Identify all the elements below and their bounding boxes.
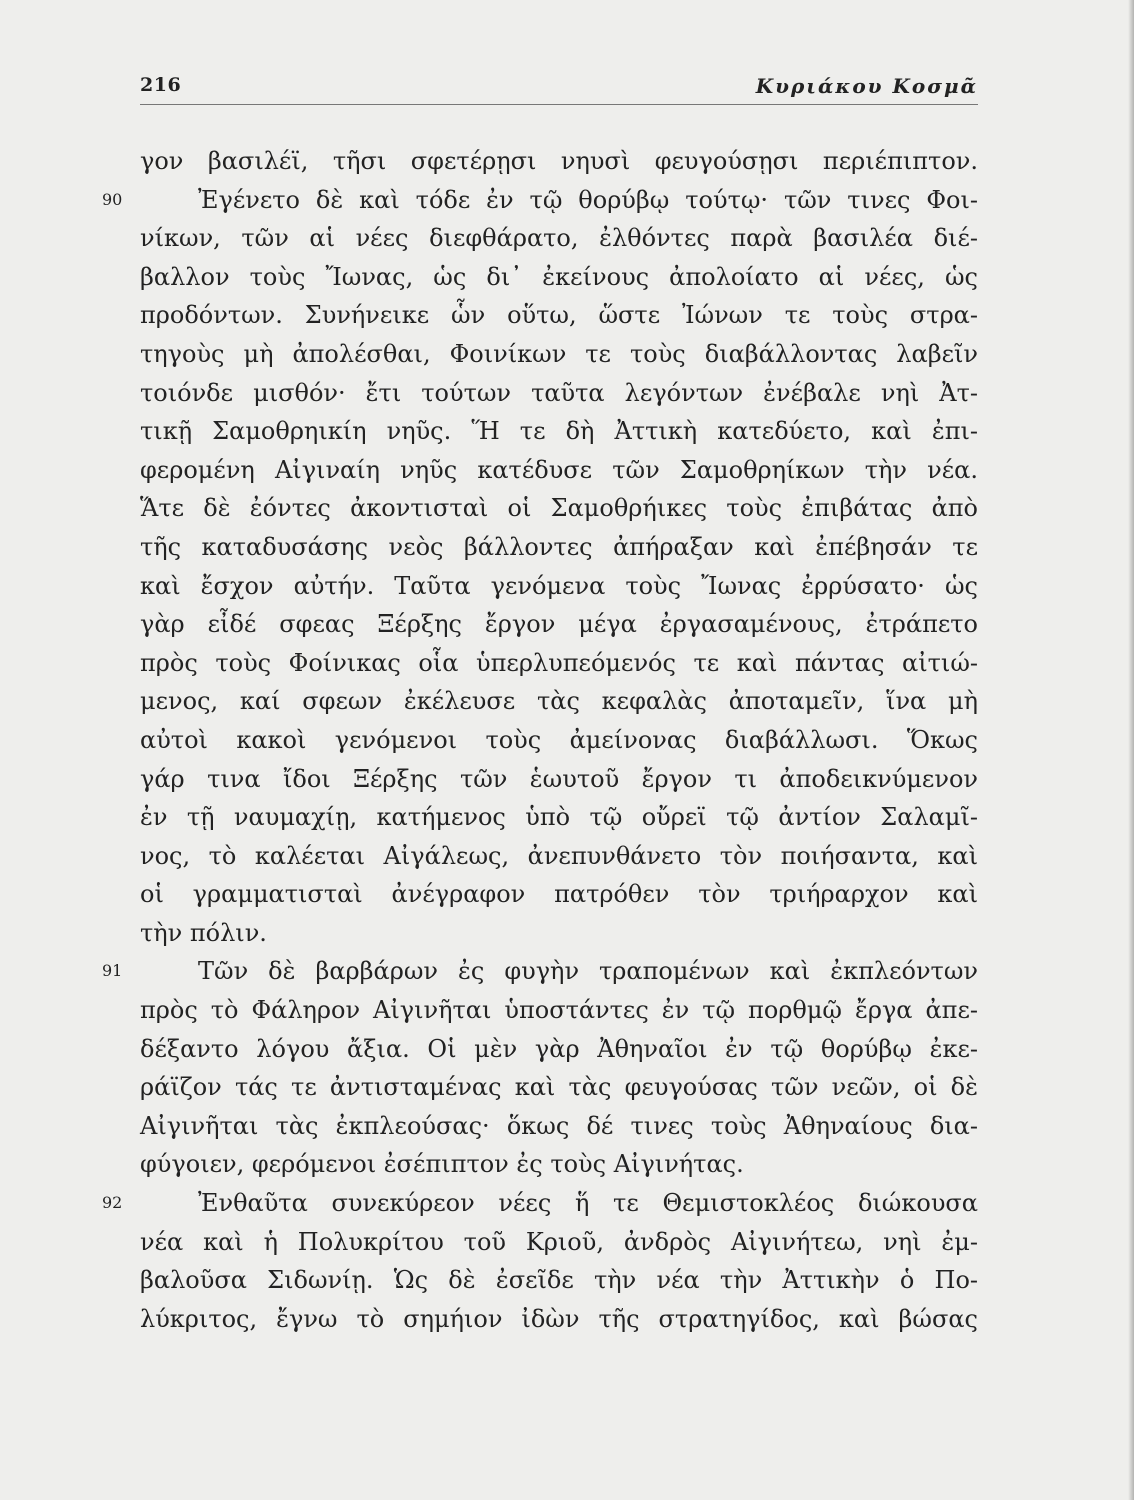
section-number: 90 xyxy=(102,189,123,209)
text-line xyxy=(140,1068,978,1107)
text-line xyxy=(140,721,978,760)
text-line xyxy=(140,451,978,490)
text-line xyxy=(140,760,978,799)
text-line xyxy=(140,1261,978,1300)
text-line xyxy=(140,1030,978,1069)
text-line xyxy=(140,1223,978,1262)
text-line xyxy=(140,875,978,914)
text-line xyxy=(140,374,978,413)
line-text: γάρ τινα ἴδοι Ξέρξης τῶν ἑωυτοῦ ἔργον τι ἀποδεικνύμενον xyxy=(140,764,978,793)
text-line xyxy=(140,219,978,258)
line-text: τοιόνδε μισθόν· ἔτι τούτων ταῦτα λεγόντων ἐνέβαλε νηὶ Ἀτ- xyxy=(140,378,978,407)
line-text: τὴν πόλιν. xyxy=(140,918,267,947)
line-text: πρὸς τοὺς Φοίνικας οἷα ὑπερλυπεόμενός τε καὶ πάντας αἰτιώ- xyxy=(140,648,978,677)
line-text: νος, τὸ καλέεται Αἰγάλεως, ἀνεπυνθάνετο τὸν ποιήσαντα, καὶ xyxy=(140,841,978,870)
line-text: τηγοὺς μὴ ἀπολέσθαι, Φοινίκων τε τοὺς διαβάλλοντας λαβεῖν xyxy=(140,339,978,368)
line-text: Τῶν δὲ βαρβάρων ἐς φυγὴν τραπομένων καὶ ἐκπλεόντων xyxy=(198,957,978,986)
line-text: μενος, καί σφεων ἐκέλευσε τὰς κεφαλὰς ἀποταμεῖν, ἵνα μὴ xyxy=(140,687,978,716)
line-text: Ἐνθαῦτα συνεκύρεον νέες ἥ τε Θεμιστοκλέος διώκουσα xyxy=(198,1189,978,1218)
line-text: ράϊζον τάς τε ἀντισταμένας καὶ τὰς φευγούσας τῶν νεῶν, οἱ δὲ xyxy=(140,1073,978,1102)
text-line xyxy=(140,798,978,837)
line-text: βαλοῦσα Σιδωνίῃ. Ὡς δὲ ἐσεῖδε τὴν νέα τὴν Ἀττικὴν ὁ Πο- xyxy=(140,1266,978,1295)
line-text: βαλλον τοὺς Ἴωνας, ὡς δι᾽ ἐκείνους ἀπολοίατο αἱ νέες, ὡς xyxy=(140,262,978,291)
text-line xyxy=(140,528,978,567)
text-line xyxy=(140,682,978,721)
line-text: φύγοιεν, φερόμενοι ἐσέπιπτον ἐς τοὺς Αἰγινήτας. xyxy=(140,1150,744,1179)
text-line xyxy=(140,489,978,528)
page-edge-shadow xyxy=(1128,0,1134,1500)
line-text: νίκων, τῶν αἱ νέες διεφθάρατο, ἐλθόντες παρὰ βασιλέα διέ- xyxy=(140,224,978,253)
line-text: τῆς καταδυσάσης νεὸς βάλλοντες ἀπήραξαν καὶ ἐπέβησάν τε xyxy=(140,532,978,561)
text-line xyxy=(140,567,978,606)
text-line xyxy=(140,296,978,335)
text-line xyxy=(102,1184,978,1223)
text-line xyxy=(140,837,978,876)
line-text: φερομένη Αἰγιναίη νηῦς κατέδυσε τῶν Σαμοθρηίκων τὴν νέα. xyxy=(140,455,978,484)
text-line xyxy=(140,335,978,374)
text-line xyxy=(140,644,978,683)
text-line xyxy=(140,142,978,181)
line-text: λύκριτος, ἔγνω τὸ σημήιον ἰδὼν τῆς στρατηγίδος, καὶ βώσας xyxy=(140,1304,978,1333)
line-text: τικῇ Σαμοθρηικίη νηῦς. Ἥ τε δὴ Ἀττικὴ κατεδύετο, καὶ ἐπι- xyxy=(140,417,978,446)
line-text: Ἅτε δὲ ἐόντες ἀκοντισταὶ οἱ Σαμοθρήικες τοὺς ἐπιβάτας ἀπὸ xyxy=(140,494,978,523)
line-text: καὶ ἔσχον αὐτήν. Ταῦτα γενόμενα τοὺς Ἴωνας ἐρρύσατο· ὡς xyxy=(140,571,978,600)
line-text: γον βασιλέϊ, τῆσι σφετέρῃσι νηυσὶ φευγούσῃσι περιέπιπτον. xyxy=(140,147,978,175)
text-line xyxy=(140,605,978,644)
section-number: 92 xyxy=(102,1193,123,1213)
line-text: οἱ γραμματισταὶ ἀνέγραφον πατρόθεν τὸν τριήραρχον καὶ xyxy=(140,880,978,909)
text-line xyxy=(140,1107,978,1146)
text-line xyxy=(140,991,978,1030)
line-text: νέα καὶ ἡ Πολυκρίτου τοῦ Κριοῦ, ἀνδρὸς Αἰγινήτεω, νηὶ ἐμ- xyxy=(140,1227,978,1256)
line-text: προδόντων. Συνήνεικε ὧν οὕτω, ὥστε Ἰώνων τε τοὺς στρα- xyxy=(140,301,978,330)
line-text: αὐτοὶ κακοὶ γενόμενοι τοὺς ἀμείνονας διαβάλλωσι. Ὅκως xyxy=(140,725,978,754)
line-text: Αἰγινῆται τὰς ἐκπλεούσας· ὅκως δέ τινες τοὺς Ἀθηναίους δια- xyxy=(140,1111,978,1140)
running-head: Κυριάκου Κοσμᾶ xyxy=(755,74,978,98)
line-text: ἐν τῇ ναυμαχίῃ, κατήμενος ὑπὸ τῷ οὔρεϊ τῷ ἀντίον Σαλαμῖ- xyxy=(140,803,978,832)
body-text xyxy=(102,142,978,1338)
section-number: 91 xyxy=(102,961,123,981)
page-header xyxy=(140,74,978,105)
text-line xyxy=(140,258,978,297)
text-line xyxy=(102,181,978,220)
text-line xyxy=(140,914,978,953)
text-line xyxy=(140,1145,978,1184)
text-line xyxy=(140,1300,978,1339)
text-line xyxy=(102,952,978,991)
page-number: 216 xyxy=(140,74,182,96)
line-text: γὰρ εἶδέ σφεας Ξέρξης ἔργον μέγα ἐργασαμένους, ἐτράπετο xyxy=(140,610,978,639)
line-text: δέξαντο λόγου ἄξια. Οἱ μὲν γὰρ Ἀθηναῖοι ἐν τῷ θορύβῳ ἐκε- xyxy=(140,1034,978,1063)
line-text: Ἐγένετο δὲ καὶ τόδε ἐν τῷ θορύβῳ τούτῳ· τῶν τινες Φοι- xyxy=(198,185,978,214)
line-text: πρὸς τὸ Φάληρον Αἰγινῆται ὑποστάντες ἐν τῷ πορθμῷ ἔργα ἀπε- xyxy=(140,996,978,1025)
text-line xyxy=(140,412,978,451)
